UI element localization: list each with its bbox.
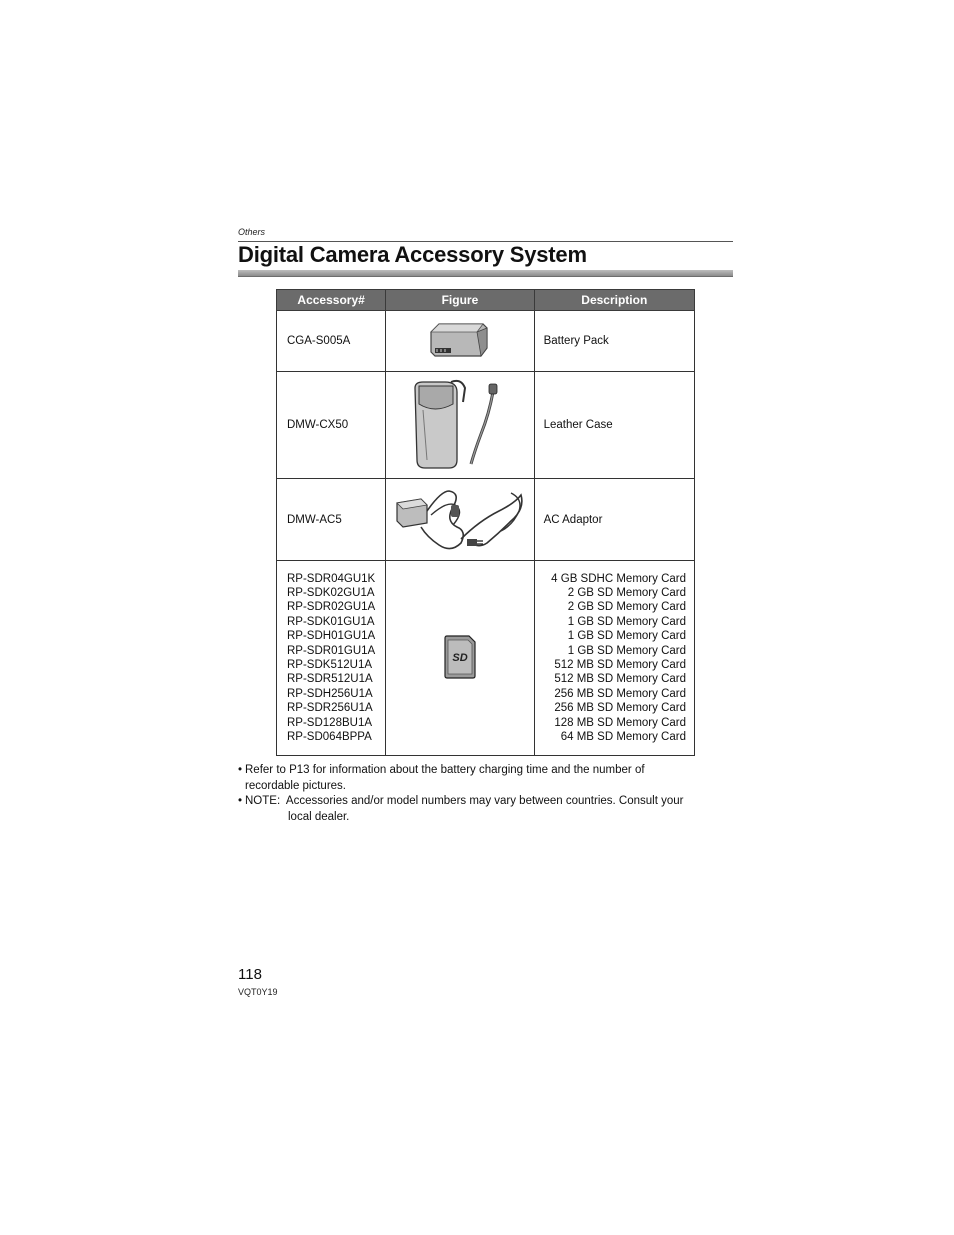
battery-icon bbox=[425, 318, 495, 362]
list-item: RP-SD064BPPA bbox=[287, 731, 372, 744]
list-item: RP-SDK512U1A bbox=[287, 659, 373, 671]
list-item: RP-SDR01GU1A bbox=[287, 644, 376, 657]
note-text: NOTE: Accessories and/or model numbers may vary between countries. Consult your bbox=[245, 795, 684, 807]
list-item: 64 MB SD Memory Card bbox=[560, 731, 686, 744]
list-item: RP-SDK02GU1A bbox=[287, 586, 375, 599]
table-header-row bbox=[277, 290, 695, 311]
section-label: Others bbox=[238, 227, 266, 237]
table-row bbox=[277, 372, 695, 479]
accessory-number: CGA-S005A bbox=[277, 311, 386, 372]
note-text: recordable pictures. bbox=[245, 779, 346, 792]
note-text: local dealer. bbox=[288, 810, 350, 823]
figure-cell bbox=[386, 479, 534, 561]
list-item: 256 MB SD Memory Card bbox=[554, 702, 686, 715]
figure-cell bbox=[386, 561, 534, 756]
list-item: 4 GB SDHC Memory Card bbox=[551, 572, 686, 585]
list-item: RP-SDK01GU1A bbox=[287, 615, 375, 628]
sd-card-icon bbox=[442, 634, 478, 680]
notes bbox=[238, 763, 733, 825]
list-item: 512 MB SD Memory Card bbox=[554, 673, 686, 686]
note-battery bbox=[238, 763, 733, 794]
description: Leather Case bbox=[534, 372, 694, 479]
memory-card-description-list bbox=[534, 561, 694, 756]
description: Battery Pack bbox=[534, 311, 694, 372]
list-item: RP-SD128BU1A bbox=[287, 716, 373, 729]
page-title: Digital Camera Accessory System bbox=[238, 242, 587, 267]
table-row bbox=[277, 311, 695, 372]
list-item: 128 MB SD Memory Card bbox=[554, 716, 686, 729]
list-item: RP-SDR04GU1K bbox=[287, 572, 376, 585]
list-item: RP-SDH01GU1A bbox=[287, 630, 376, 643]
note-text: Refer to P13 for information about the battery charging time and the number of bbox=[245, 764, 645, 776]
ac-adaptor-icon bbox=[391, 481, 529, 555]
list-item: 2 GB SD Memory Card bbox=[567, 586, 686, 599]
accessory-number: DMW-AC5 bbox=[277, 479, 386, 561]
list-item: RP-SDR02GU1A bbox=[287, 601, 376, 614]
accessory-table bbox=[276, 289, 695, 756]
list-item: 1 GB SD Memory Card bbox=[567, 630, 686, 643]
document-code: VQT0Y19 bbox=[238, 987, 278, 997]
memory-card-accessory-list bbox=[277, 561, 386, 756]
list-item: 256 MB SD Memory Card bbox=[554, 687, 686, 700]
list-item: 512 MB SD Memory Card bbox=[554, 659, 686, 671]
table-row-memory-cards bbox=[277, 561, 695, 756]
bullet-icon: • bbox=[238, 764, 243, 776]
list-item: 1 GB SD Memory Card bbox=[567, 615, 686, 628]
column-header-figure: Figure bbox=[386, 290, 534, 311]
list-item: 2 GB SD Memory Card bbox=[567, 601, 686, 614]
list-item: RP-SDR512U1A bbox=[287, 673, 373, 686]
list-item: RP-SDH256U1A bbox=[287, 687, 373, 700]
column-header-description: Description bbox=[534, 290, 694, 311]
svg-text:SD: SD bbox=[452, 651, 468, 664]
figure-cell bbox=[386, 372, 534, 479]
note-model-numbers bbox=[238, 794, 733, 825]
table-row bbox=[277, 479, 695, 561]
title-underline bbox=[238, 270, 733, 277]
list-item: RP-SDR256U1A bbox=[287, 702, 373, 715]
column-header-accessory: Accessory# bbox=[277, 290, 386, 311]
description: AC Adaptor bbox=[534, 479, 694, 561]
figure-cell bbox=[386, 311, 534, 372]
accessory-number: DMW-CX50 bbox=[277, 372, 386, 479]
page-number: 118 bbox=[238, 966, 262, 983]
list-item: 1 GB SD Memory Card bbox=[567, 644, 686, 657]
leather-case-icon bbox=[405, 374, 515, 474]
bullet-icon: • bbox=[238, 795, 243, 807]
